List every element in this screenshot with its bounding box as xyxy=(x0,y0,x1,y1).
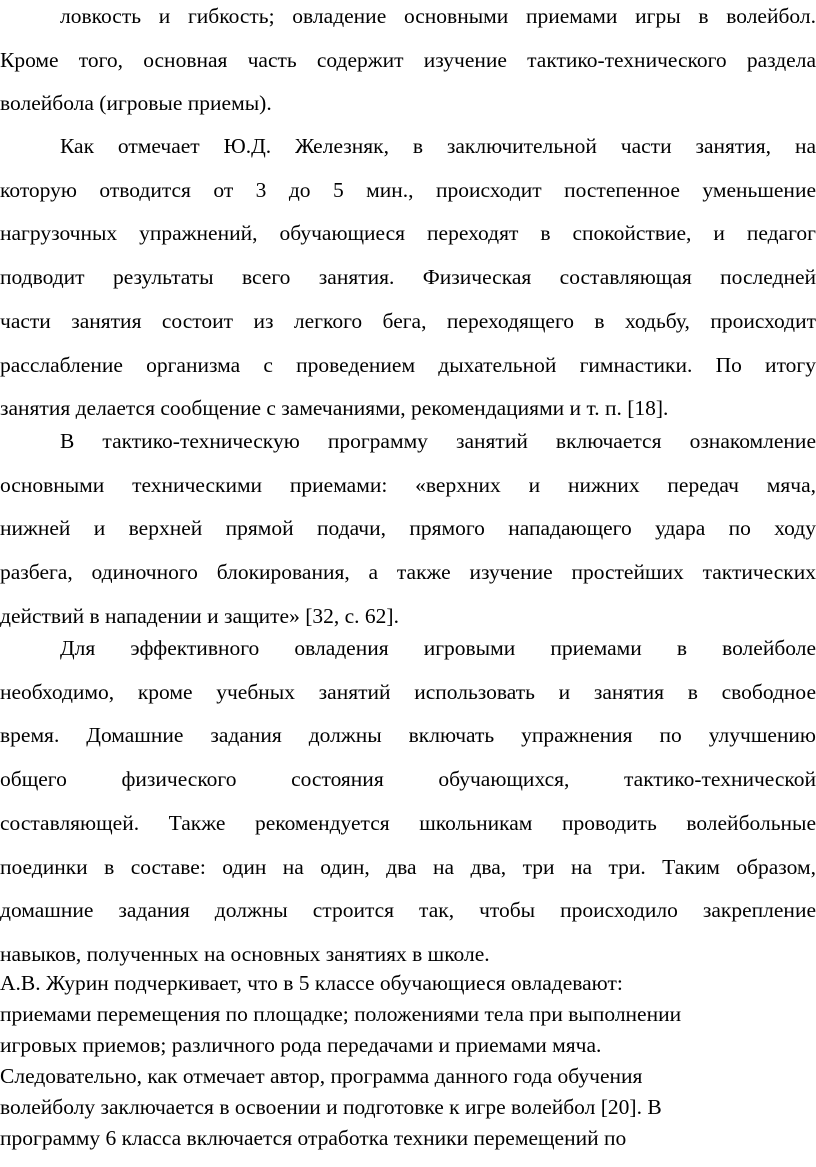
text-line: нагрузочных упражнений, обучающиеся переходят в спокойствие, и педагог xyxy=(0,221,816,246)
text-line: нижней и верхней прямой подачи, прямого нападающего удара по ходу xyxy=(0,516,816,541)
paragraph-5 xyxy=(0,968,816,1154)
text-line: расслабление организма с проведением дыхательной гимнастики. По итогу xyxy=(0,352,816,377)
text-line: волейбола (игровые приемы). xyxy=(0,91,272,116)
text-line: В тактико-техническую программу занятий включается ознакомление xyxy=(60,429,816,453)
text-line: части занятия состоит из легкого бега, переходящего в ходьбу, происходит xyxy=(0,308,816,333)
text-line: домашние задания должны строится так, чтобы происходило закрепление xyxy=(0,898,816,923)
text-line: А.В. Журин подчеркивает, что в 5 классе обучающиеся овладевают: xyxy=(0,971,623,995)
text-line: Как отмечает Ю.Д. Железняк, в заключительной части занятия, на xyxy=(60,134,816,158)
paragraph-1 xyxy=(0,0,816,126)
text-line: поединки в составе: один на один, два на два, три на три. Таким образом, xyxy=(0,854,816,879)
text-line: общего физического состояния обучающихся, тактико-технической xyxy=(0,767,816,792)
text-line: ловкость и гибкость; овладение основными приемами игры в волейбол. xyxy=(60,4,816,28)
paragraph-3 xyxy=(0,420,816,639)
text-line: подводит результаты всего занятия. Физическая составляющая последней xyxy=(0,265,816,290)
text-line: программу 6 класса включается отработка техники перемещений по xyxy=(0,1126,627,1150)
text-line: составляющей. Также рекомендуется школьникам проводить волейбольные xyxy=(0,810,816,835)
text-line: которую отводится от 3 до 5 мин., происходит постепенное уменьшение xyxy=(0,177,816,202)
text-line: навыков, полученных на основных занятиях в школе. xyxy=(0,941,490,966)
text-line: основными техническими приемами: «верхних и нижних передач мяча, xyxy=(0,472,816,497)
text-line: Для эффективного овладения игровыми приемами в волейболе xyxy=(60,636,816,660)
text-line: волейболу заключается в освоении и подготовке к игре волейбол [20]. В xyxy=(0,1095,662,1119)
paragraph-4 xyxy=(0,627,816,977)
text-line: игровых приемов; различного рода передачами и приемами мяча. xyxy=(0,1033,602,1057)
text-line: Кроме того, основная часть содержит изучение тактико-технического раздела xyxy=(0,47,816,72)
text-line: разбега, одиночного блокирования, а также изучение простейших тактических xyxy=(0,560,816,585)
text-line: время. Домашние задания должны включать упражнения по улучшению xyxy=(0,723,816,748)
text-line: приемами перемещения по площадке; положениями тела при выполнении xyxy=(0,1002,682,1026)
text-line: Следовательно, как отмечает автор, программа данного года обучения xyxy=(0,1064,643,1088)
paragraph-2 xyxy=(0,125,816,431)
text-line: занятия делается сообщение с замечаниями, рекомендациями и т. п. [18]. xyxy=(0,396,669,421)
text-line: действий в нападении и защите» [32, с. 62]. xyxy=(0,603,399,628)
text-line: необходимо, кроме учебных занятий использовать и занятия в свободное xyxy=(0,679,816,704)
